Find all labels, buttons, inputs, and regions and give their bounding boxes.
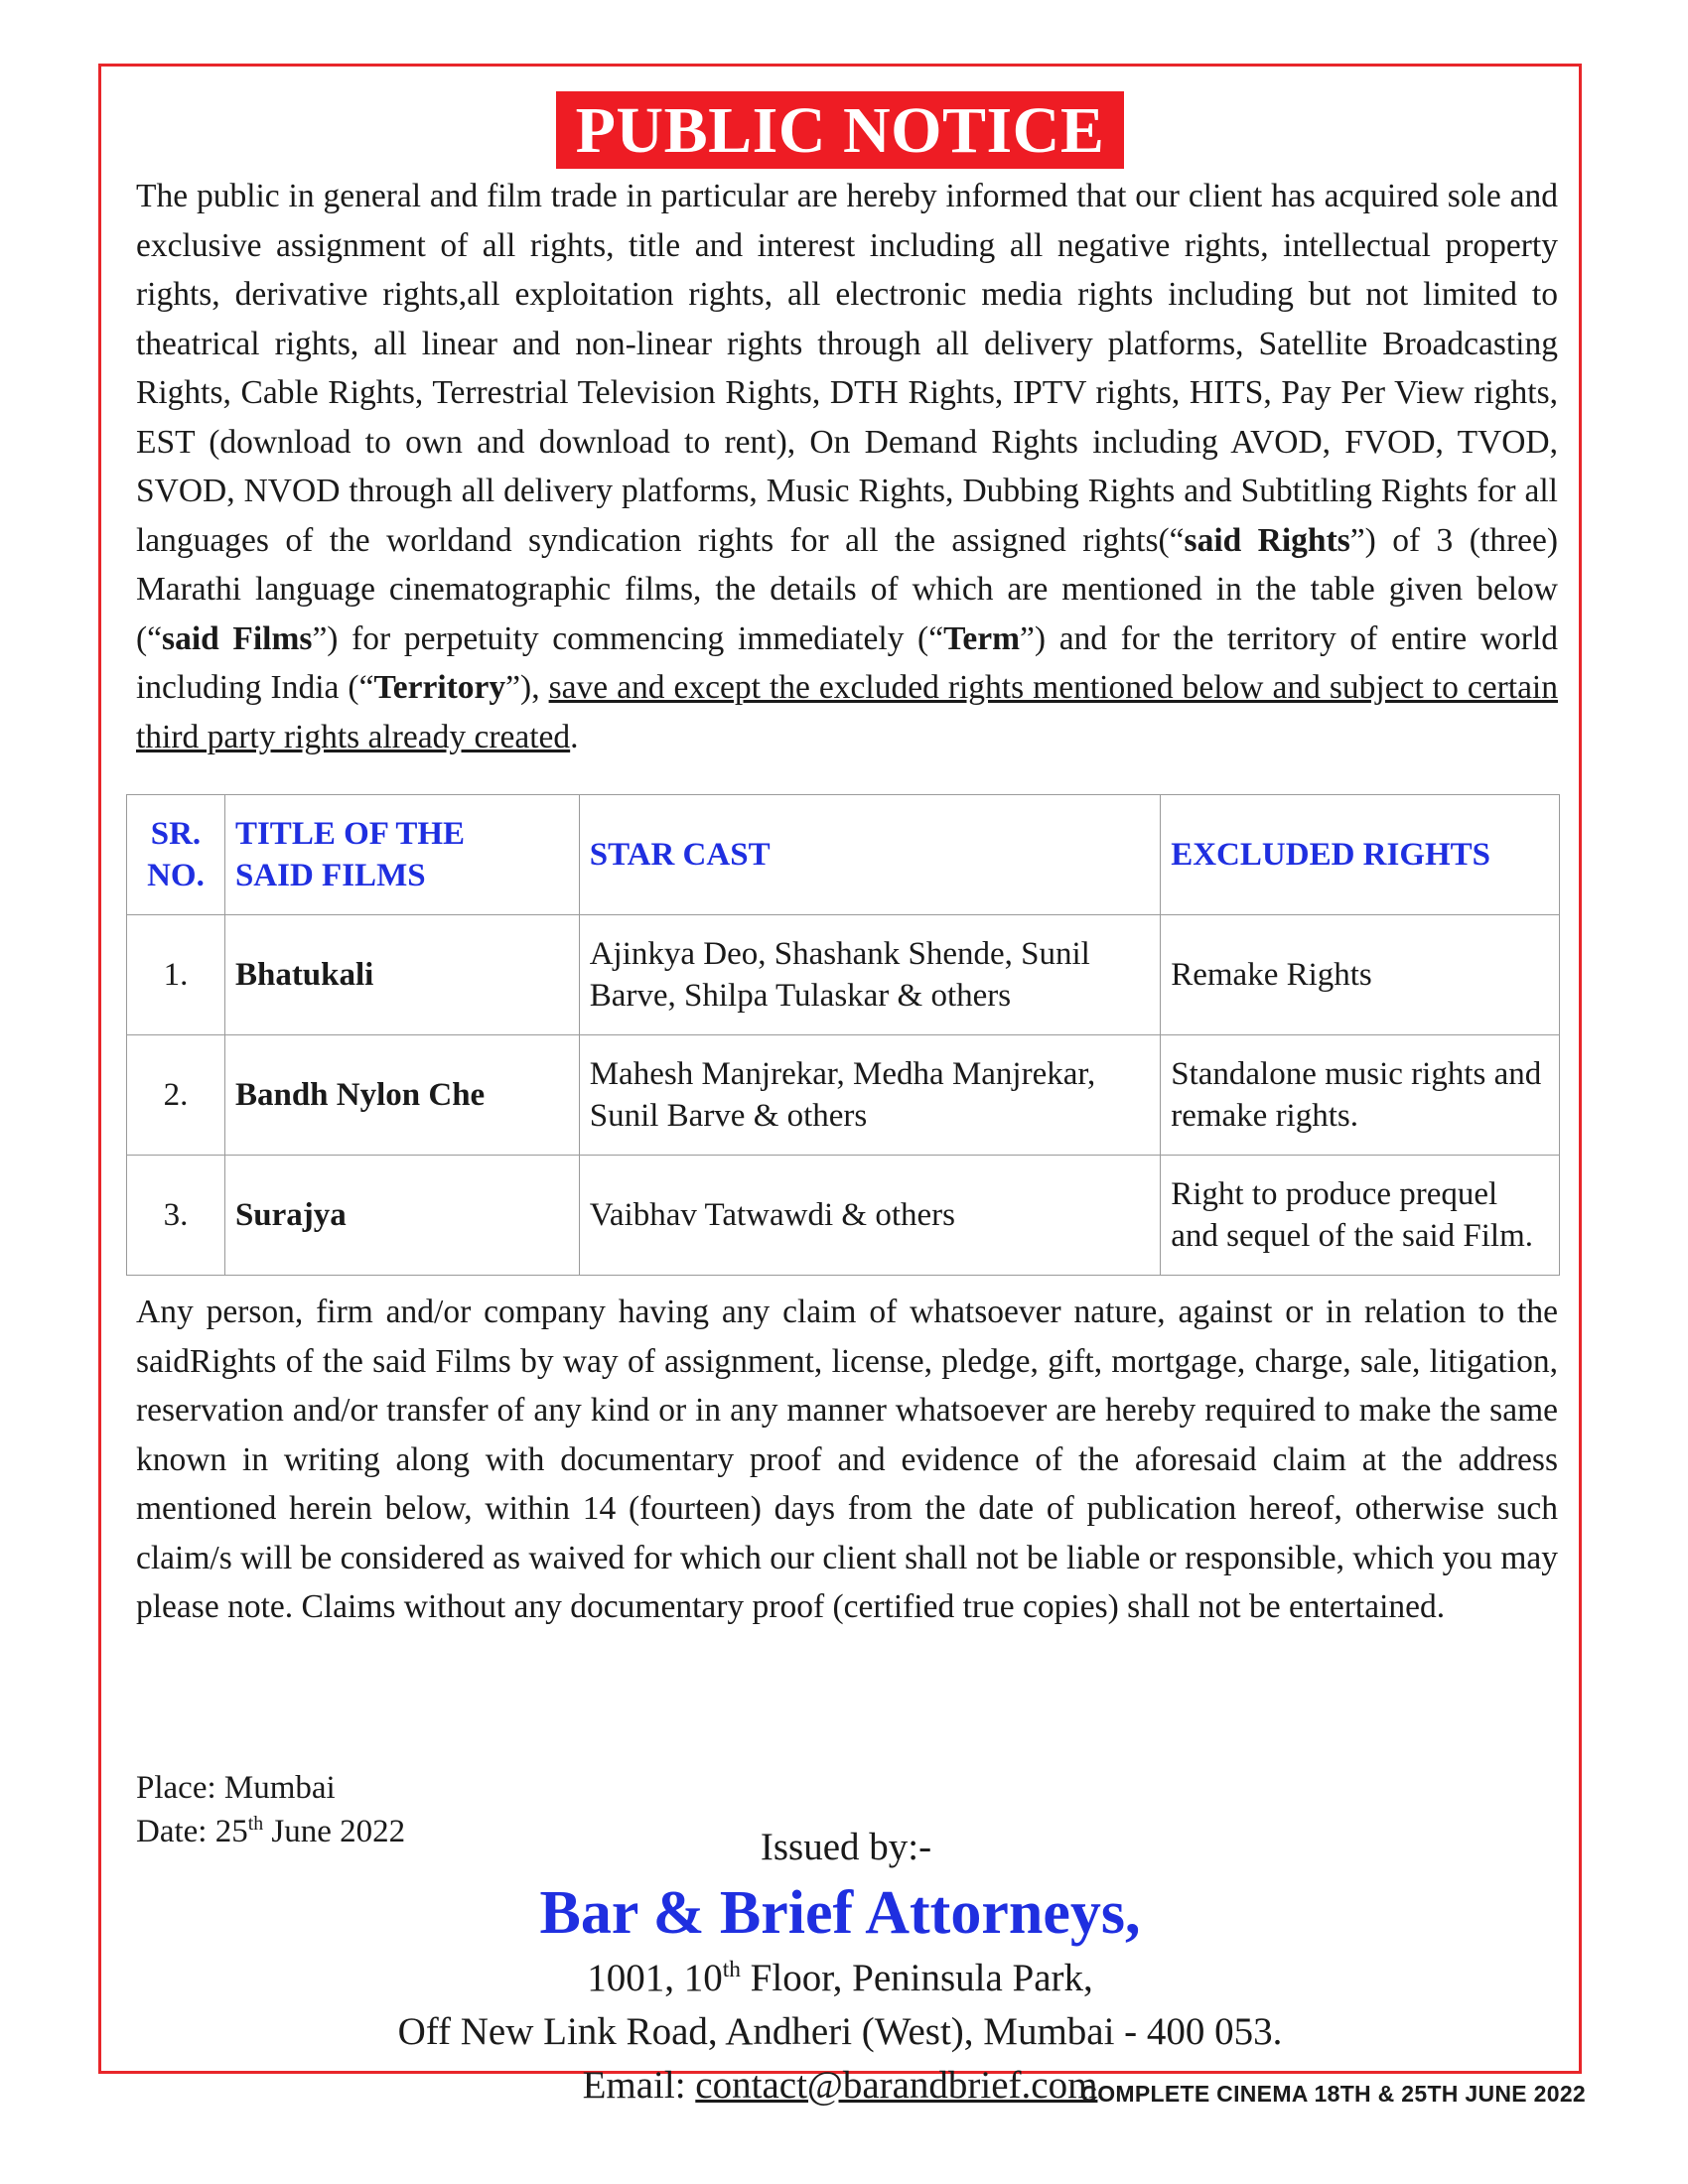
table-row xyxy=(127,1035,1560,1156)
row-star-cast: Vaibhav Tatwawdi & others xyxy=(579,1156,1161,1276)
issued-by-label: Issued by:- xyxy=(760,1826,932,1868)
row-film-title: Surajya xyxy=(224,1156,579,1276)
row-star-cast: Ajinkya Deo, Shashank Shende, Sunil Barve, Shilpa Tulaskar & others xyxy=(579,915,1161,1035)
date-prefix: Date: 25 xyxy=(136,1814,248,1849)
row-excluded-rights: Standalone music rights and remake rights. xyxy=(1161,1035,1560,1156)
row-excluded-rights: Remake Rights xyxy=(1161,915,1560,1035)
intro-text-2: ”) of 3 (three) Marathi language cinematographic films, the details of which are mentioned in the table given below (“ xyxy=(136,521,1558,657)
date-suffix: June 2022 xyxy=(263,1814,406,1849)
address-line-2: Off New Link Road, Andheri (West), Mumbai - 400 053. xyxy=(397,2010,1283,2053)
publication-footer: COMPLETE CINEMA 18TH & 25TH JUNE 2022 xyxy=(1080,2081,1586,2107)
address-superscript: th xyxy=(722,1957,741,1982)
firm-name: Bar & Brief Attorneys, xyxy=(539,1879,1141,1947)
notice-title: PUBLIC NOTICE xyxy=(556,91,1125,169)
header-excluded-rights: EXCLUDED RIGHTS xyxy=(1161,795,1560,915)
films-table xyxy=(126,794,1560,1276)
row-number: 2. xyxy=(127,1035,225,1156)
row-number: 3. xyxy=(127,1156,225,1276)
intro-bold-territory: Territory xyxy=(373,669,506,706)
address-line1-suffix: Floor, Peninsula Park, xyxy=(740,1957,1093,1999)
intro-text-4: ”) and for the territory of entire world including India (“ xyxy=(136,619,1559,706)
row-number: 1. xyxy=(127,915,225,1035)
header-star-cast: STAR CAST xyxy=(579,795,1161,915)
email-label: Email: xyxy=(582,2064,696,2107)
intro-underlined-exception: save and except the excluded rights mentioned below and subject to certain third party rights already created xyxy=(136,669,1558,755)
row-film-title: Bandh Nylon Che xyxy=(224,1035,579,1156)
table-row xyxy=(127,915,1560,1035)
table-header-row xyxy=(127,795,1560,915)
header-sr-line1: SR. xyxy=(150,816,202,852)
row-star-cast: Mahesh Manjrekar, Medha Manjrekar, Sunil Barve & others xyxy=(579,1035,1161,1156)
intro-text-5: ”), xyxy=(505,669,549,706)
intro-bold-term: Term xyxy=(943,619,1021,657)
intro-bold-said-films: said Films xyxy=(162,619,313,657)
intro-bold-said-rights: said Rights xyxy=(1184,521,1350,559)
header-title-line1: TITLE OF THE xyxy=(234,816,466,852)
place-line: Place: Mumbai xyxy=(136,1770,336,1806)
intro-text-1: The public in general and film trade in particular are hereby informed that our client has acquired sole and exclusive assignment of all rights, title and interest including all negative rights, intellectual property rights, derivative rights,all exploitation rights, all electronic media rights including but not limited to theatrical rights, all linear and non-linear rights through all delivery platforms, Satellite Broadcasting Rights, Cable Rights, Terrestrial Television Rights, DTH Rights, IPTV rights, HITS, Pay Per View rights, EST (download to own and download to rent), On Demand Rights including AVOD, FVOD, TVOD, SVOD, NVOD through all delivery platforms, Music Rights, Dubbing Rights and Subtitling Rights for all languages of the worldand syndication rights for all the assigned rights(“ xyxy=(136,178,1558,559)
address-line-1 xyxy=(101,1952,1579,2005)
row-excluded-rights: Right to produce prequel and sequel of the said Film. xyxy=(1161,1156,1560,1276)
intro-paragraph xyxy=(136,172,1558,761)
table-row xyxy=(127,1156,1560,1276)
intro-text-end: . xyxy=(570,718,579,755)
header-title-line2: SAID FILMS xyxy=(234,858,426,893)
claims-paragraph: Any person, firm and/or company having any claim of whatsoever nature, against or in relation to the saidRights of the said Films by way of assignment, license, pledge, gift, mortgage, charge, sale, litigation, reservation and/or transfer of any kind or in any manner whatsoever are hereby required to make the same known in writing along with documentary proof and evidence of the aforesaid claim at the address mentioned herein below, within 14 (fourteen) days from the date of publication hereof, otherwise such claim/s will be considered as waived for which our client shall not be liable or responsible, which you may please note. Claims without any documentary proof (certified true copies) shall not be entertained. xyxy=(136,1294,1558,1625)
email-link[interactable]: contact@barandbrief.com xyxy=(695,2064,1098,2107)
header-sr-line2: NO. xyxy=(147,858,205,893)
title-wrap xyxy=(101,91,1579,169)
date-superscript: th xyxy=(247,1813,264,1835)
address-line1-prefix: 1001, 10 xyxy=(587,1957,723,1999)
row-film-title: Bhatukali xyxy=(224,915,579,1035)
header-sr-no xyxy=(127,795,225,915)
issuer-block xyxy=(101,1821,1579,2113)
intro-text-3: ”) for perpetuity commencing immediately (“ xyxy=(312,619,944,657)
header-title xyxy=(224,795,579,915)
